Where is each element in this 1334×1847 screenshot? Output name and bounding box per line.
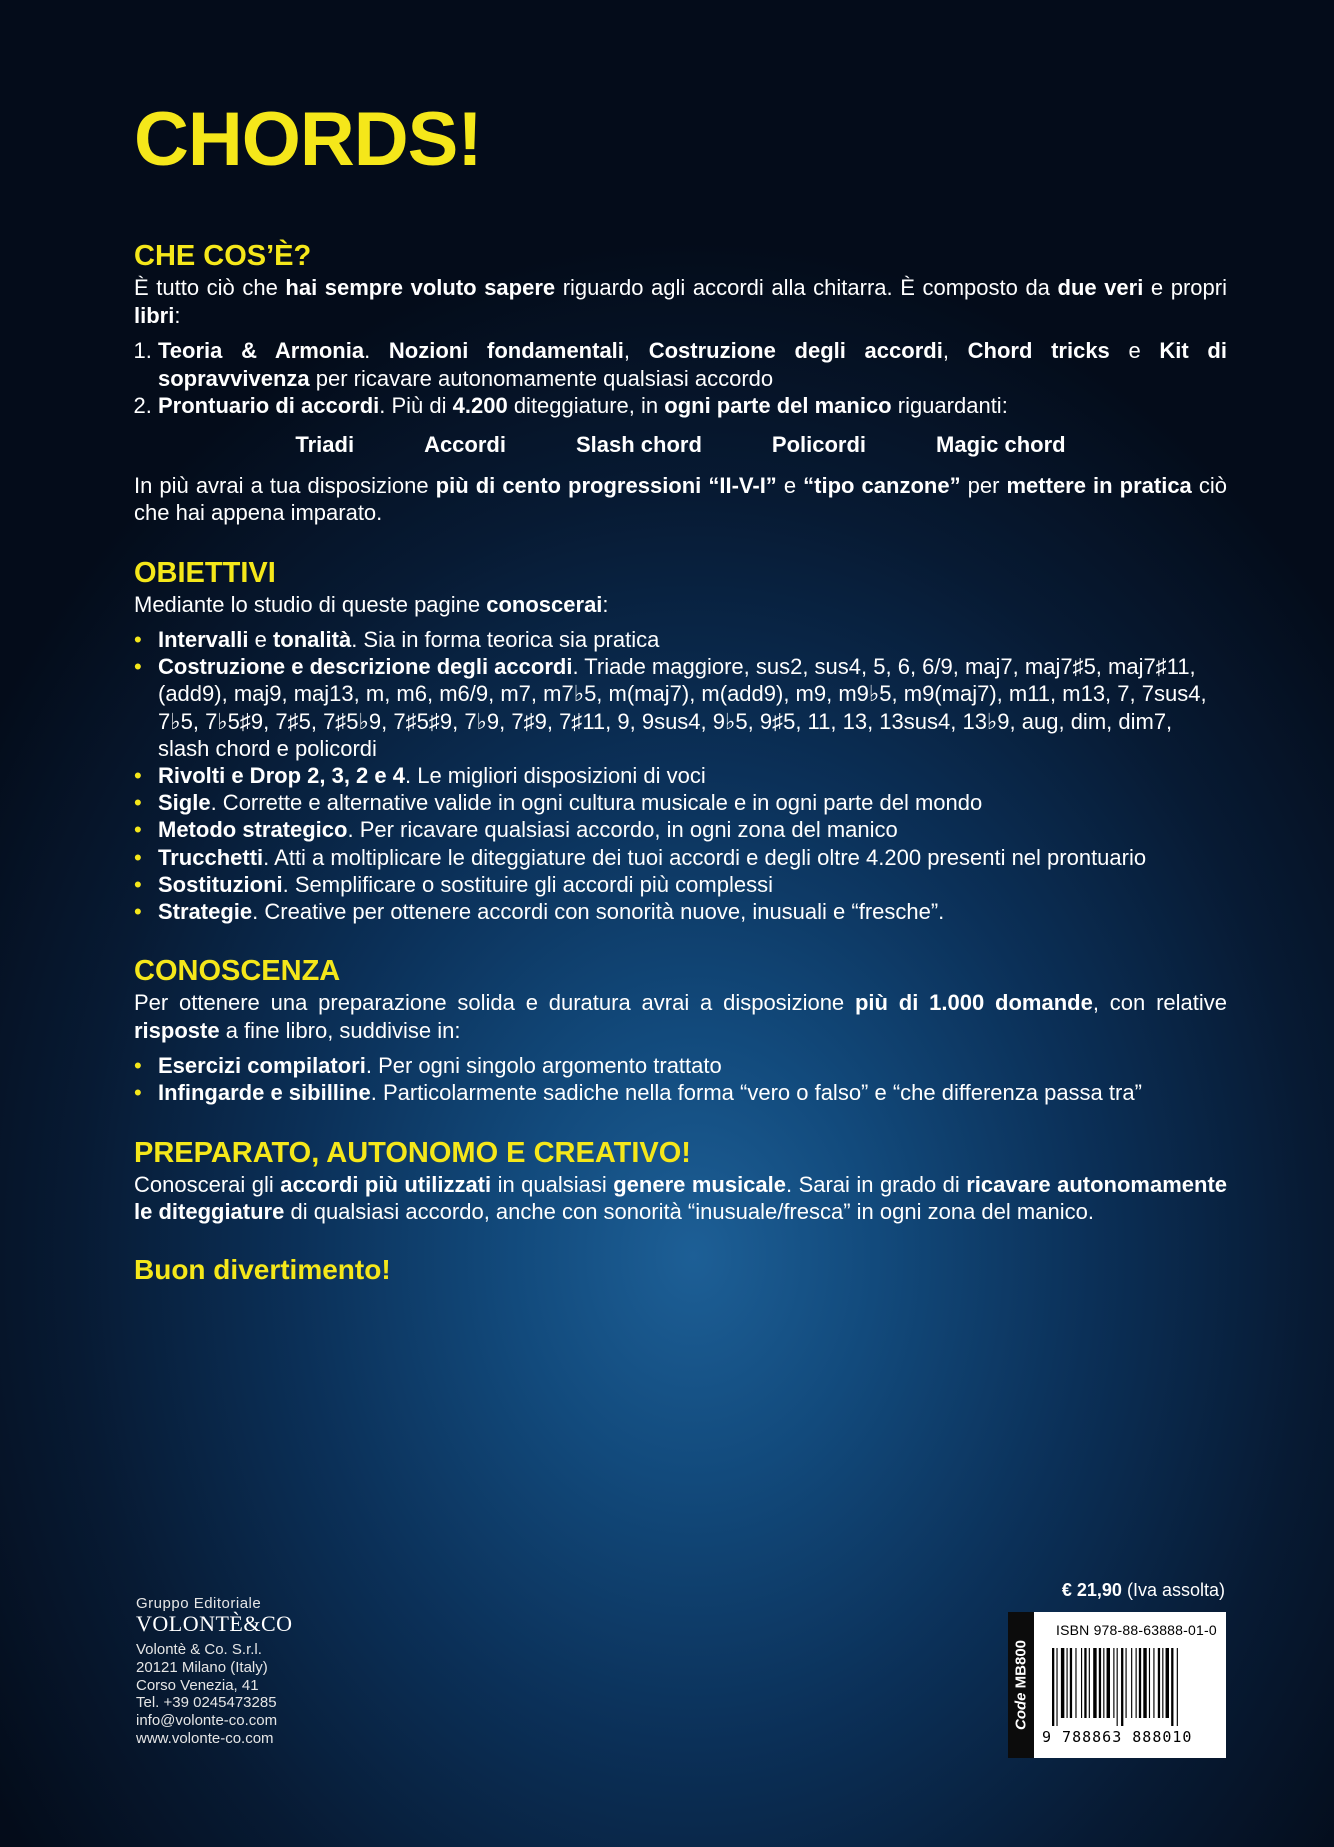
address-line: Tel. +39 0245473285 (136, 1694, 277, 1712)
barcode-bar (1117, 1648, 1118, 1726)
list-item: • Trucchetti. Atti a moltiplicare le diteggiature dei tuoi accordi e degli oltre 4.200 presenti nel prontuario (134, 844, 1227, 871)
closing-line: Buon divertimento! (134, 1253, 391, 1285)
barcode-bar (1143, 1648, 1146, 1718)
chord-type: Policordi (771, 431, 867, 457)
barcode-bar (1131, 1648, 1132, 1718)
barcode-bar (1171, 1648, 1173, 1726)
chord-type: Slash chord (575, 431, 702, 457)
list-item: • Rivolti e Drop 2, 3, 2 e 4. Le migliori disposizioni di voci (134, 762, 1227, 789)
chord-type: Accordi (424, 431, 506, 457)
address-line: 20121 Milano (Italy) (136, 1658, 268, 1676)
barcode-bar (1099, 1648, 1101, 1718)
barcode-panel (1034, 1612, 1226, 1758)
numbered-list (134, 337, 1227, 420)
section-what-is-it (134, 238, 1227, 527)
barcode-bar (1166, 1648, 1169, 1718)
barcode-bar (1126, 1648, 1127, 1718)
website-link[interactable]: www.volonte-co.com (136, 1729, 274, 1747)
barcode-bar (1052, 1648, 1054, 1726)
price-label (1062, 1580, 1225, 1601)
paragraph: Per ottenere una preparazione solida e duratura avrai a disposizione più di 1.000 domande, con relative risposte a fine libro, suddivise in: (134, 990, 1227, 1043)
barcode-bars (1052, 1648, 1210, 1726)
chord-type: Magic chord (936, 431, 1066, 457)
list-item: • Intervalli e tonalità. Sia in forma teorica sia pratica (134, 626, 1227, 653)
barcode-bar (1089, 1648, 1090, 1718)
product-code-strip (1008, 1612, 1034, 1758)
barcode-bar (1149, 1648, 1150, 1718)
barcode-bar (1136, 1648, 1137, 1718)
address-line: Volontè & Co. S.r.l. (136, 1641, 262, 1658)
barcode-digits: 9 788863 888010 (1042, 1728, 1193, 1746)
list-item: • Sigle. Corrette e alternative valide in ogni cultura musicale e in ogni parte del mondo (134, 789, 1227, 816)
barcode-bar (1081, 1648, 1082, 1718)
list-item: • Strategie. Creative per ottenere accordi con sonorità nuove, inusuali e “fresche”. (134, 898, 1227, 925)
paragraph: È tutto ciò che hai sempre voluto sapere riguardo agli accordi alla chitarra. È composto da due veri e propri libri: (134, 275, 1227, 328)
list-item: 1. Teoria & Armonia. Nozioni fondamentali, Costruzione degli accordi, Chord tricks e Kit di sopravvivenza per ricavare autonomamente qualsiasi accordo (158, 337, 1227, 392)
chord-type: Triadi (295, 431, 355, 457)
bullet-list (134, 1052, 1227, 1106)
section-heading: CONOSCENZA (134, 955, 341, 988)
barcode-bar (1139, 1648, 1141, 1718)
paragraph: In più avrai a tua disposizione più di cento progressioni “II-V-I” e “tipo canzone” per mettere in pratica ciò che hai appena imparato. (134, 472, 1227, 525)
section-knowledge (134, 953, 1227, 1106)
publisher-group: Gruppo Editoriale (136, 1595, 262, 1612)
barcode-bar (1121, 1648, 1123, 1726)
section-heading: CHE COS’È? (134, 240, 312, 272)
code-value: MB800 (1012, 1639, 1030, 1689)
email-link[interactable]: info@volonte-co.com (136, 1712, 278, 1730)
price-note: (Iva assolta) (1126, 1580, 1225, 1600)
section-objectives (134, 555, 1227, 926)
barcode-bar (1103, 1648, 1104, 1718)
paragraph: Mediante lo studio di queste pagine conoscerai: (134, 591, 609, 617)
code-label: Code (1012, 1692, 1030, 1731)
barcode-bar (1153, 1648, 1154, 1718)
price-amount: € 21,90 (1061, 1580, 1122, 1600)
barcode-bar (1056, 1648, 1057, 1726)
section-prepared (134, 1135, 1227, 1226)
paragraph: Conoscerai gli accordi più utilizzati in qualsiasi genere musicale. Sarai in grado di ricavare autonomamente le diteggiature di qualsiasi accordo, anche con sonorità “inusuale/fresca” in ogni zona del manico. (134, 1171, 1228, 1225)
list-item: 2. Prontuario di accordi. Più di 4.200 diteggiature, in ogni parte del manico riguardanti: (158, 392, 1227, 420)
barcode-bar (1107, 1648, 1110, 1718)
address-line: Corso Venezia, 41 (136, 1676, 259, 1694)
book-title: CHORDS! (134, 97, 482, 182)
barcode-bar (1177, 1648, 1178, 1726)
list-item: • Costruzione e descrizione degli accordi. Triade maggiore, sus2, sus4, 5, 6, 6/9, maj7, maj7♯5, maj7♯11, (add9), maj9, maj13, m, m6, m6/9, m7, m7♭5, m(maj7), m(add9), m9, m9♭5, m9(maj7), m11, m13, 7, 7sus4, 7♭5, 7♭5♯9, 7♯5, 7♯5♭9, 7♯5♯9, 7♭9, 7♯9, 7♯11, 9, 9sus4, 9♭5, 9♯5, 11, 13, 13sus4, 13♭9, aug, dim, dim7, slash chord e policordi (134, 653, 1227, 762)
barcode-bar (1067, 1648, 1068, 1718)
list-item: • Sostituzioni. Semplificare o sostituire gli accordi più complessi (134, 871, 1227, 898)
barcode-bar (1113, 1648, 1114, 1718)
barcode-bar (1061, 1648, 1064, 1718)
list-item: • Infingarde e sibilline. Particolarmente sadiche nella forma “vero o falso” e “che differenza passa tra” (134, 1079, 1227, 1106)
barcode-bar (1162, 1648, 1163, 1718)
isbn-text: ISBN 978-88-63888-01-0 (1056, 1622, 1217, 1638)
list-item: • Metodo strategico. Per ricavare qualsiasi accordo, in ogni zona del manico (134, 816, 1227, 843)
list-item: • Esercizi compilatori. Per ogni singolo argomento trattato (134, 1052, 1227, 1079)
barcode-bar (1075, 1648, 1076, 1718)
publisher-info (136, 1595, 293, 1748)
section-heading: PREPARATO, AUTONOMO E CREATIVO! (134, 1136, 691, 1169)
barcode-bar (1084, 1648, 1086, 1718)
chord-types-row (134, 432, 1227, 458)
barcode-bar (1070, 1648, 1072, 1718)
barcode-bar (1093, 1648, 1096, 1718)
section-heading: OBIETTIVI (134, 556, 276, 589)
barcode-bar (1158, 1648, 1160, 1718)
publisher-address (136, 1641, 293, 1748)
content (134, 238, 1227, 1286)
publisher-logo: VOLONTÈ&CO (136, 1611, 293, 1636)
bullet-list (134, 626, 1227, 925)
barcode-box (1008, 1612, 1226, 1758)
